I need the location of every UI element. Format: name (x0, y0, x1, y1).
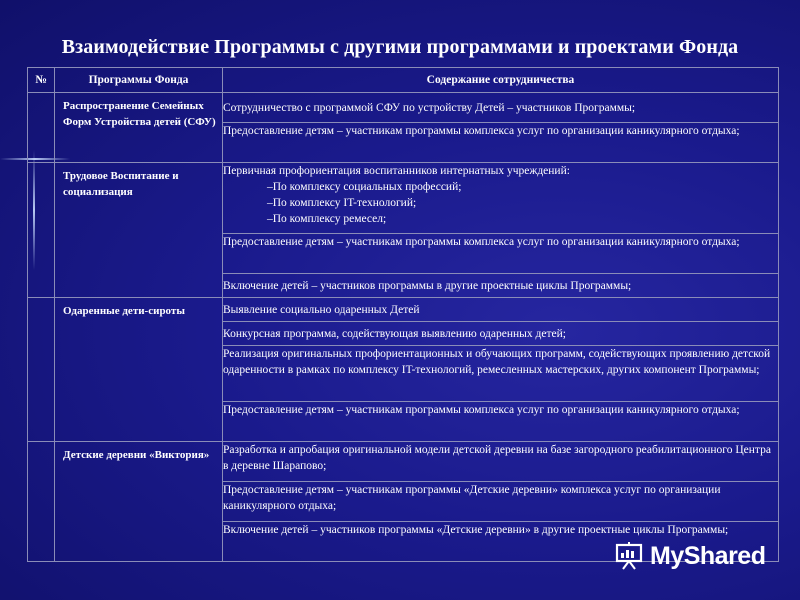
header-number: № (28, 68, 55, 93)
content-text: Предоставление детям – участникам программы «Детские деревни» комплекса услуг по организации каникулярного отдыха; (223, 484, 721, 512)
content-text: Выявление социально одаренных Детей (223, 303, 420, 316)
content-cell (223, 346, 779, 402)
slide-title: Взаимодействие Программы с другими программами и проектами Фонда (61, 36, 739, 58)
content-text: Реализация оригинальных профориентационных и обучающих программ, содействующих проявлению детской одаренности в рамках по комплексу IT-технологий, ремесленных мастерских, других компонент Программы; (223, 348, 771, 376)
program-name: Распространение Семейных Форм Устройства детей (СФУ) (63, 100, 216, 128)
content-text: Разработка и апробация оригинальной модели детской деревни на базе загородного реабилитационного Центра в деревне Шарапово; (223, 444, 771, 472)
content-cell (223, 322, 779, 346)
program-name: Детские деревни «Виктория» (63, 449, 210, 461)
cooperation-table (27, 67, 779, 562)
program-cell (55, 163, 223, 298)
content-text: Включение детей – участников программы «Детские деревни» в другие проектные циклы Программы; (223, 524, 729, 536)
table-row (28, 298, 779, 322)
program-name: Трудовое Воспитание и социализация (63, 170, 179, 198)
number-cell (28, 298, 55, 442)
content-text: Первичная профориентация воспитанников интернатных учреждений: (223, 165, 570, 177)
content-text: Предоставление детям – участникам программы комплекса услуг по организации каникулярного отдыха; (223, 125, 740, 137)
content-cell (223, 274, 779, 298)
table-header-row (28, 68, 779, 93)
watermark-text: MyShared (650, 541, 766, 570)
content-cell (223, 442, 779, 482)
program-cell (55, 298, 223, 442)
content-subitem: –По комплексу IT-технологий; (267, 197, 417, 209)
content-cell (223, 402, 779, 442)
program-cell (55, 93, 223, 163)
number-cell (28, 93, 55, 163)
content-text: Сотрудничество с программой СФУ по устройству Детей – участников Программы; (223, 101, 636, 114)
program-name: Одаренные дети-сироты (63, 305, 185, 317)
content-text: Предоставление детям – участникам программы комплекса услуг по организации каникулярного отдыха; (223, 404, 740, 416)
myshared-watermark (614, 540, 784, 572)
content-cell (223, 163, 779, 234)
program-cell (55, 442, 223, 562)
content-text: Конкурсная программа, содействующая выявлению одаренных детей; (223, 327, 566, 340)
content-cell (223, 298, 779, 322)
number-cell (28, 163, 55, 298)
table-row (28, 93, 779, 123)
content-cell (223, 234, 779, 274)
content-cell (223, 482, 779, 522)
table-row (28, 163, 779, 234)
header-content: Содержание сотрудничества (223, 68, 779, 93)
presentation-board-icon (614, 541, 644, 571)
table-row (28, 442, 779, 482)
content-cell (223, 93, 779, 123)
header-program: Программы Фонда (55, 68, 223, 93)
content-subitem: –По комплексу ремесел; (267, 213, 387, 225)
content-cell (223, 123, 779, 163)
number-cell (28, 442, 55, 562)
content-text: Включение детей – участников программы в другие проектные циклы Программы; (223, 279, 632, 292)
content-text: Предоставление детям – участникам программы комплекса услуг по организации каникулярного отдыха; (223, 236, 740, 248)
content-subitem: –По комплексу социальных профессий; (267, 181, 462, 193)
